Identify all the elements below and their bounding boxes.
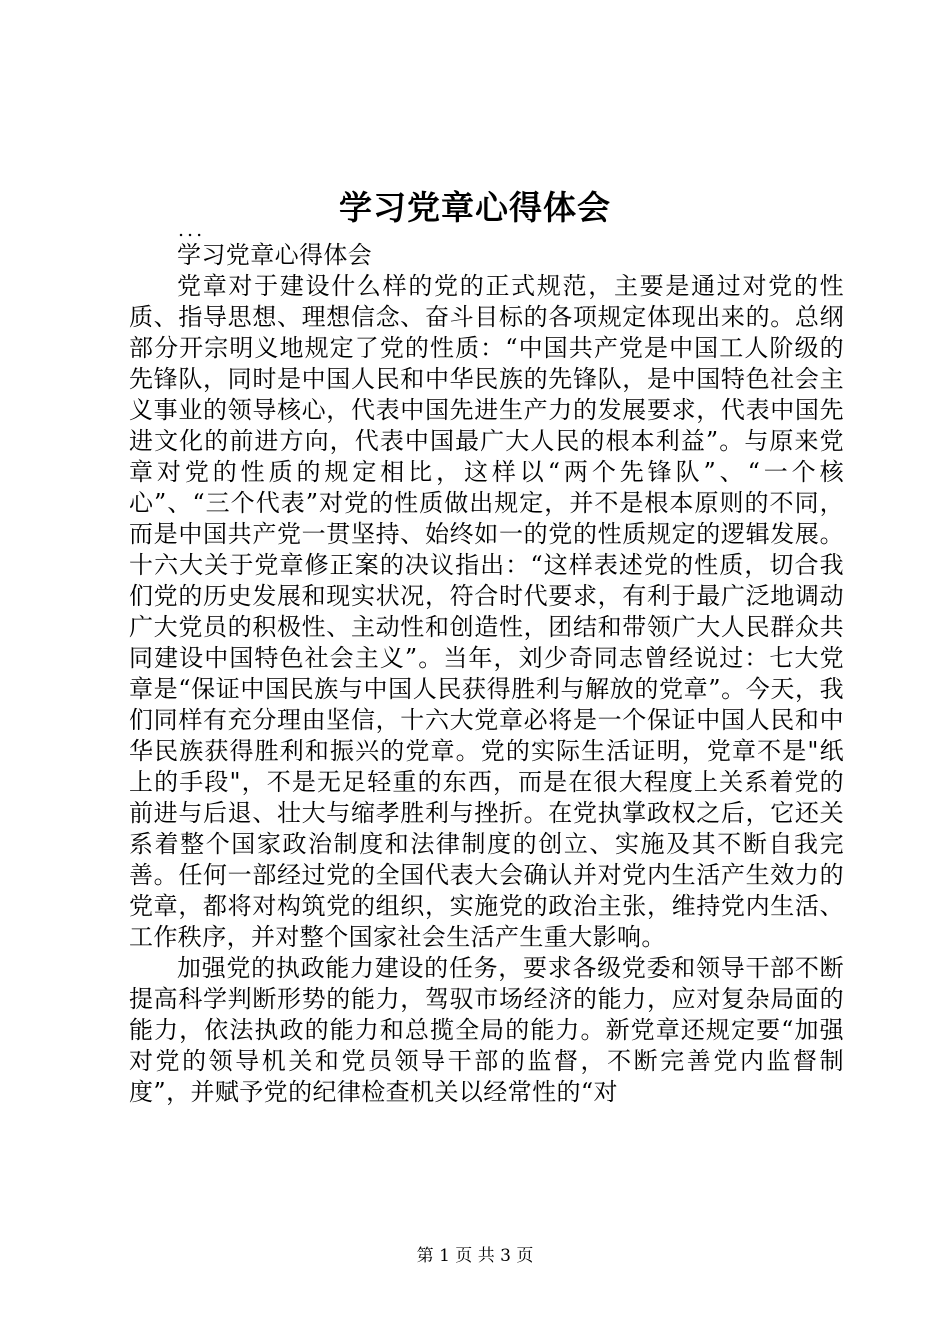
ellipsis-marker: ... <box>178 219 206 241</box>
paragraph-2: 加强党的执政能力建设的任务，要求各级党委和领导干部不断提高科学判断形势的能力，驾驭市场经济的能力，应对复杂局面的能力，依法执政的能力和总揽全局的能力。新党章还规定要“加强对党的领导机关和党员领导干部的监督，不断完善党内监督制度”，并赋予党的纪律检查机关以经常性的“对 <box>129 954 844 1106</box>
document-title: 学习党章心得体会 <box>339 188 611 227</box>
document-subtitle: 学习党章心得体会 <box>177 241 373 269</box>
document-body <box>129 240 844 1108</box>
paragraph-1: 党章对于建设什么样的党的正式规范，主要是通过对党的性质、指导思想、理想信念、奋斗目标的各项规定体现出来的。总纲部分开宗明义地规定了党的性质：“中国共产党是中国工人阶级的先锋队，同时是中国人民和中华民族的先锋队，是中国特色社会主义事业的领导核心，代表中国先进生产力的发展要求，代表中国先进文化的前进方向，代表中国最广大人民的根本利益”。与原来党章对党的性质的规定相比，这样以“两个先锋队”、“一个核心”、“三个代表”对党的性质做出规定，并不是根本原则的不同，而是中国共产党一贯坚持、始终如一的党的性质规定的逻辑发展。十六大关于党章修正案的决议指出：“这样表述党的性质，切合我们党的历史发展和现实状况，符合时代要求，有利于最广泛地调动广大党员的积极性、主动性和创造性，团结和带领广大人民群众共同建设中国特色社会主义”。当年，刘少奇同志曾经说过：七大党章是“保证中国民族与中国人民获得胜利与解放的党章”。今天，我们同样有充分理由坚信，十六大党章必将是一个保证中国人民和中华民族获得胜利和振兴的党章。党的实际生活证明，党章不是"纸上的手段"，不是无足轻重的东西，而是在很大程度上关系着党的前进与后退、壮大与缩孝胜利与挫折。在党执掌政权之后，它还关系着整个国家政治制度和法律制度的创立、实施及其不断自我完善。任何一部经过党的全国代表大会确认并对党内生活产生效力的党章，都将对构筑党的组织，实施党的政治主张，维持党内生活、工作秩序，并对整个国家社会生活产生重大影响。 <box>129 272 844 951</box>
page-footer: 第 1 页 共 3 页 <box>416 1246 534 1266</box>
